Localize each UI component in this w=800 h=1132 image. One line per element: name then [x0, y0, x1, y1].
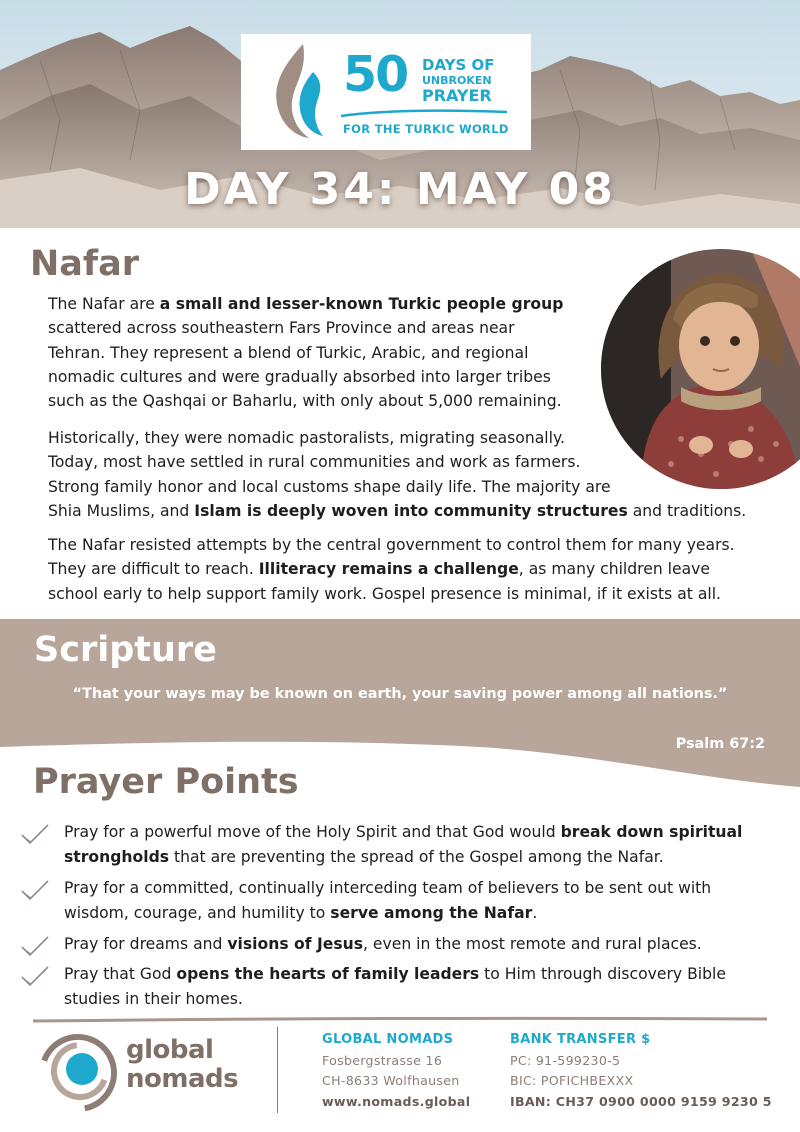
global-nomads-wordmark	[126, 1036, 238, 1094]
text-run: wisdom, courage, and humility to	[64, 903, 331, 922]
bold-text: Illiteracy remains a challenge	[258, 560, 519, 579]
text-run: Pray for a powerful move of the Holy Spirit and that God would	[64, 823, 561, 841]
bold-text: opens the hearts of family leaders	[176, 965, 480, 983]
challenges-paragraph	[48, 533, 735, 606]
bold-text: a small and lesser-known Turkic people group	[159, 295, 564, 313]
bold-text: serve among the Nafar	[330, 903, 533, 922]
footer-divider	[33, 1015, 767, 1025]
text-line	[48, 292, 563, 316]
text-line: The Nafar resisted attempts by the central government to control them for many years.	[48, 536, 735, 554]
intro-paragraph	[48, 292, 563, 413]
text-run: Shia Muslims, and	[48, 501, 195, 520]
text-line	[64, 845, 742, 870]
text-line	[64, 962, 726, 987]
text-run: .	[532, 903, 538, 922]
checkmark-icon	[20, 964, 50, 988]
text-line: such as the Qashqai or Baharlu, with only about 5,000 remaining.	[48, 392, 562, 411]
logo-subtitle: FOR THE TURKIC WORLD	[343, 122, 509, 136]
checkmark-icon	[20, 878, 50, 902]
text-line: Strong family honor and local customs shape daily life. The majority are	[48, 477, 611, 496]
text-run: to Him through discovery Bible	[479, 965, 726, 983]
website-link[interactable]: www.nomads.global	[322, 1093, 471, 1109]
organization-address	[322, 1030, 470, 1112]
bold-text: visions of Jesus	[227, 935, 364, 953]
scripture-quote: “That your ways may be known on earth, your saving power among all nations.”	[72, 686, 728, 702]
text-line: nomadic cultures and were gradually absorbed into larger tribes	[48, 367, 551, 386]
text-line	[64, 932, 702, 957]
text-run: that are preventing the spread of the Gospel among the Nafar.	[169, 847, 664, 866]
text-line: Historically, they were nomadic pastoralists, migrating seasonally.	[48, 429, 565, 447]
people-group-title: Nafar	[30, 244, 140, 284]
text-line: studies in their homes.	[64, 989, 243, 1008]
text-line	[48, 557, 735, 581]
text-run: Pray for dreams and	[64, 935, 228, 953]
checkmark-icon	[20, 822, 50, 846]
text-line	[64, 901, 711, 926]
checkmark-icon	[20, 934, 50, 958]
text-line	[64, 820, 742, 845]
bank-heading: BANK TRANSFER $	[510, 1032, 651, 1047]
bank-pc: PC: 91-599230-5	[510, 1052, 621, 1068]
text-run: They are difficult to reach.	[48, 560, 259, 579]
logo-line-3: PRAYER	[422, 86, 492, 105]
prayer-point-text	[64, 876, 711, 925]
prayer-points-title: Prayer Points	[33, 762, 299, 802]
bank-bic: BIC: POFICHBEXXX	[510, 1073, 634, 1088]
campaign-logo	[241, 34, 531, 150]
prayer-point-text	[64, 932, 702, 957]
text-line	[48, 499, 746, 523]
wordmark-line: global	[126, 1035, 214, 1065]
text-line: Pray for a committed, continually interceding team of believers to be sent out with	[64, 879, 712, 897]
bold-text: Islam is deeply woven into community structures	[194, 501, 628, 520]
logo-swoosh	[339, 106, 509, 120]
scripture-reference: Psalm 67:2	[675, 736, 765, 752]
prayer-point-text	[64, 820, 742, 869]
logo-line-1: DAYS OF	[422, 56, 495, 74]
text-run: , as many children leave	[518, 560, 710, 579]
logo-number: 50	[343, 46, 408, 103]
bold-text: strongholds	[64, 847, 170, 866]
prayer-point-text	[64, 962, 726, 1011]
bank-transfer-details	[510, 1030, 772, 1112]
wordmark-line: nomads	[126, 1064, 239, 1094]
org-street: Fosbergstrasse 16	[322, 1052, 443, 1068]
text-run: , even in the most remote and rural places.	[363, 935, 702, 953]
text-run: and traditions.	[627, 501, 747, 520]
org-city: CH-8633 Wolfhausen	[322, 1073, 460, 1088]
bold-text: break down spiritual	[560, 823, 743, 841]
history-paragraph	[48, 426, 746, 523]
text-run: Pray that God	[64, 965, 177, 983]
day-title: DAY 34: MAY 08	[184, 164, 616, 215]
scripture-title: Scripture	[34, 630, 217, 670]
org-heading: GLOBAL NOMADS	[322, 1032, 454, 1047]
bank-iban: IBAN: CH37 0900 0000 9159 9230 5	[510, 1093, 772, 1109]
text-line: scattered across southeastern Fars Province and areas near	[48, 319, 515, 338]
text-run: The Nafar are	[48, 295, 160, 313]
text-line: school early to help support family work. Gospel presence is minimal, if it exists at all.	[48, 584, 722, 603]
header-banner	[0, 0, 800, 228]
global-nomads-logo-icon	[38, 1033, 118, 1113]
text-line: Today, most have settled in rural communities and work as farmers.	[48, 453, 581, 472]
text-line: Tehran. They represent a blend of Turkic, Arabic, and regional	[48, 343, 529, 362]
flame-icon	[267, 42, 331, 142]
footer-vertical-divider	[277, 1027, 278, 1113]
logo-line-2: UNBROKEN	[422, 74, 492, 87]
